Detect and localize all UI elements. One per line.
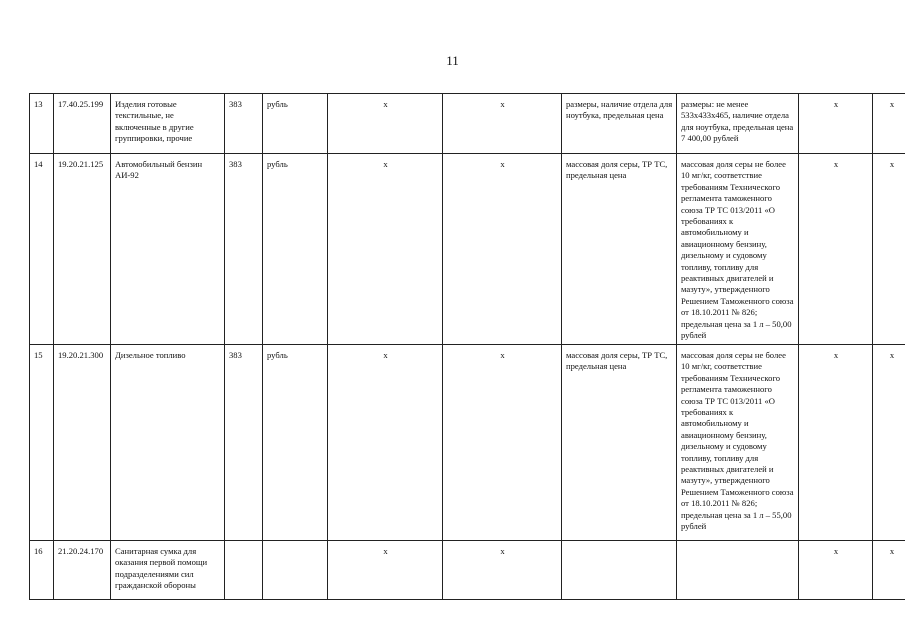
cell-x: x (443, 345, 562, 541)
characteristic-value (677, 541, 799, 600)
characteristic (562, 541, 677, 600)
cell-x: x (443, 94, 562, 154)
cell-x: x (873, 154, 905, 345)
cell-x: x (873, 345, 905, 541)
table-row (30, 541, 905, 600)
characteristic-value: массовая доля серы не более 10 мг/кг, соответствие требованиям Технического регламента таможенного союза ТР ТС 013/2011 «О требованиях к автомобильному и авиационному бензину, дизельному и судовому топливу, топливу для реактивных двигателей и мазуту», утвержденного Решением Таможенного союза от 18.10.2011 № 826; предельная цена за 1 л – 50,00 рублей (677, 154, 799, 345)
okpd2-code: 19.20.21.125 (54, 154, 111, 345)
cell-x: x (799, 154, 873, 345)
table-row (30, 154, 905, 345)
unit-name: рубль (263, 345, 328, 541)
row-number: 13 (30, 94, 54, 154)
cell-x: x (328, 541, 443, 600)
characteristic: массовая доля серы, ТР ТС, предельная цена (562, 154, 677, 345)
cell-x: x (873, 541, 905, 600)
cell-x: x (873, 94, 905, 154)
table-row (30, 94, 905, 154)
requirements-table (29, 93, 905, 600)
okei-code: 383 (225, 94, 263, 154)
okpd2-code: 17.40.25.199 (54, 94, 111, 154)
cell-x: x (799, 541, 873, 600)
item-name: Автомобильный бензин АИ-92 (111, 154, 225, 345)
cell-x: x (443, 541, 562, 600)
row-number: 15 (30, 345, 54, 541)
characteristic-value: размеры: не менее 533x433x465, наличие отдела для ноутбука, предельная цена 7 400,00 рублей (677, 94, 799, 154)
item-name: Дизельное топливо (111, 345, 225, 541)
item-name: Изделия готовые текстильные, не включенные в другие группировки, прочие (111, 94, 225, 154)
row-number: 14 (30, 154, 54, 345)
okei-code: 383 (225, 154, 263, 345)
unit-name (263, 541, 328, 600)
cell-x: x (328, 94, 443, 154)
row-number: 16 (30, 541, 54, 600)
okpd2-code: 19.20.21.300 (54, 345, 111, 541)
characteristic: размеры, наличие отдела для ноутбука, предельная цена (562, 94, 677, 154)
okpd2-code: 21.20.24.170 (54, 541, 111, 600)
unit-name: рубль (263, 94, 328, 154)
cell-x: x (443, 154, 562, 345)
item-name: Санитарная сумка для оказания первой помощи подразделениями сил гражданской обороны (111, 541, 225, 600)
cell-x: x (799, 345, 873, 541)
cell-x: x (328, 154, 443, 345)
characteristic-value: массовая доля серы не более 10 мг/кг, соответствие требованиям Технического регламента таможенного союза ТР ТС 013/2011 «О требованиях к автомобильному и авиационному бензину, дизельному и судовому топливу, топливу для реактивных двигателей и мазуту», утвержденного Решением Таможенного союза от 18.10.2011 № 826; предельная цена за 1 л – 55,00 рублей (677, 345, 799, 541)
okei-code: 383 (225, 345, 263, 541)
cell-x: x (799, 94, 873, 154)
okei-code (225, 541, 263, 600)
characteristic: массовая доля серы, ТР ТС, предельная цена (562, 345, 677, 541)
cell-x: x (328, 345, 443, 541)
unit-name: рубль (263, 154, 328, 345)
page-number: 11 (446, 53, 459, 68)
table-row (30, 345, 905, 541)
